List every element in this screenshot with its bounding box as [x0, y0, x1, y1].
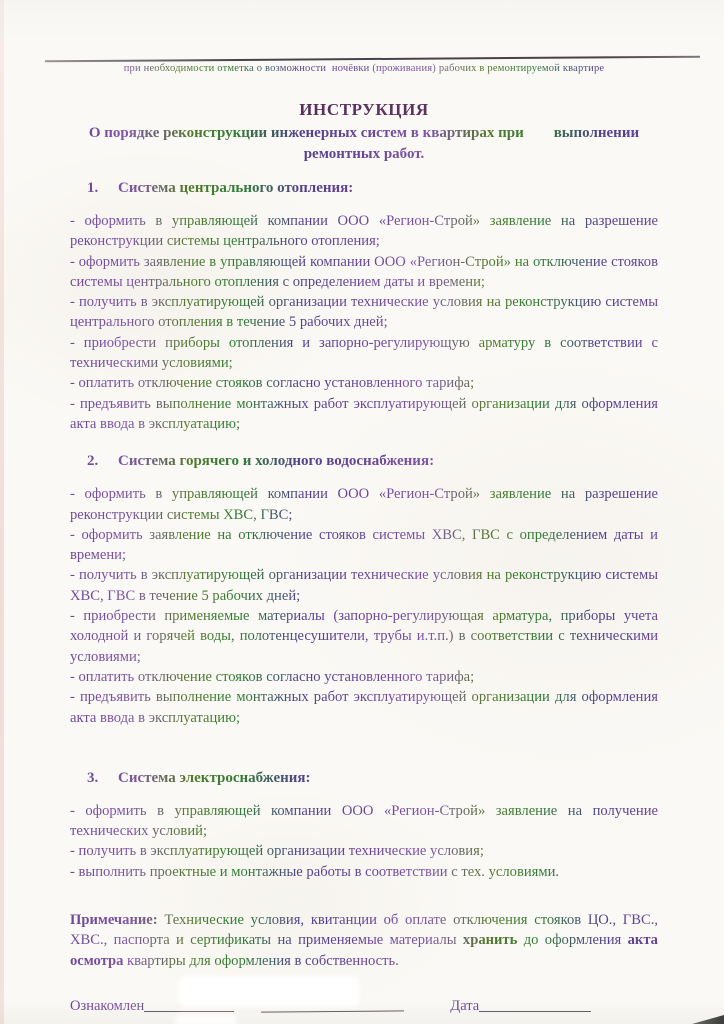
instruction-item: - получить в эксплуатирующей организации технические условия; [70, 841, 658, 861]
note-bold-text: хранить [462, 932, 518, 949]
section-number: 2. [87, 453, 99, 470]
note-text: до оформления [517, 932, 628, 949]
section-heading [70, 451, 658, 471]
note-paragraph [70, 910, 658, 971]
instruction-item: - оформить заявление в управляющей компании ООО «Регион-Строй» на отключение стояков системы центрального отопления с определением даты и времени; [70, 252, 658, 293]
instruction-item: - выполнить проектные и монтажные работы в соответствии с тех. условиями. [70, 862, 658, 882]
instruction-item: - оформить в управляющей компании ООО «Регион-Строй» заявление на разрешение реконструкции системы центрального отопления; [70, 211, 658, 252]
section-title: Система центрального отопления: [118, 180, 354, 196]
section-heading [70, 178, 658, 198]
whiteout-redaction [182, 979, 356, 1004]
instruction-item: - предъявить выполнение монтажных работ эксплуатирующей организации для оформления акта ввода в эксплуатацию; [70, 687, 658, 728]
section-heading [70, 768, 658, 788]
document-subtitle [70, 123, 658, 165]
date-line [479, 1008, 591, 1012]
acknowledged-signature-line [144, 1008, 234, 1012]
section [70, 178, 658, 434]
note-text: Технические условия, квитанции об оплате отключения стояков ЦО., ГВС., ХВС., паспорта и сертификаты на применяемые материалы [70, 912, 658, 949]
instruction-item: - оформить в управляющей компании ООО «Регион-Строй» заявление на разрешение реконструкции системы ХВС, ГВС; [70, 484, 658, 525]
subtitle-line2: ремонтных работ. [303, 146, 425, 162]
subtitle-line1: О порядке реконструкции инженерных систем в квартирах при выполнении [88, 125, 640, 141]
section [70, 768, 658, 882]
whiteout-redaction-small [178, 1017, 234, 1024]
date-label: Дата [450, 998, 480, 1015]
instruction-item: - получить в эксплуатирующей организации технические условия на реконструкцию системы центрального отопления в течение 5 рабочих дней; [70, 292, 658, 333]
instruction-item: - приобрести применяемые материалы (запорно-регулирующая арматура, приборы учета холодной и горячей воды, полотенцесушители, трубы и.т.п.) в соответствии с техническими условиями; [70, 606, 658, 667]
instruction-sections [70, 178, 658, 882]
instruction-item: - оформить заявление на отключение стояков системы ХВС, ГВС с определением даты и времени; [70, 525, 658, 566]
note-bold-text: Примечание: [70, 912, 165, 929]
top-annotation: при необходимости отметка о возможности ночёвки (проживания) рабочих в ремонтируемой квартире [60, 62, 668, 75]
instruction-item: - оформить в управляющей компании ООО «Регион-Строй» заявление на получение технических условий; [70, 801, 658, 842]
section-items [70, 801, 658, 882]
section [70, 451, 658, 728]
instruction-item: - оплатить отключение стояков согласно установленного тарифа; [70, 667, 658, 687]
section-title: Система горячего и холодного водоснабжения: [118, 453, 435, 470]
signature-row [70, 997, 658, 1015]
document-title: ИНСТРУКЦИЯ [70, 100, 658, 120]
section-title: Система электроснабжения: [118, 769, 311, 786]
section-number: 3. [87, 769, 99, 786]
instruction-item: - предъявить выполнение монтажных работ эксплуатирующей организации для оформления акта ввода в эксплуатацию; [70, 394, 658, 435]
instruction-item: - оплатить отключение стояков согласно установленного тарифа; [70, 373, 658, 393]
section-number: 1. [87, 180, 99, 196]
note-text: квартиры для оформления в собственность. [123, 952, 399, 969]
scan-edge-artifact [0, 0, 4, 1024]
acknowledged-label: Ознакомлен [70, 998, 145, 1015]
instruction-item: - приобрести приборы отопления и запорно-регулирующую арматуру в соответствии с техническими условиями; [70, 333, 658, 374]
section-items [70, 211, 658, 434]
note-bold-text: акта осмотра [70, 932, 658, 969]
instruction-item: - получить в эксплуатирующей организации технические условия на реконструкцию системы ХВС, ГВС в течение 5 рабочих дней; [70, 565, 658, 606]
section-items [70, 484, 658, 728]
scan-corner-mark [692, 1014, 724, 1024]
acknowledged-signature-line-2 [261, 1008, 404, 1013]
